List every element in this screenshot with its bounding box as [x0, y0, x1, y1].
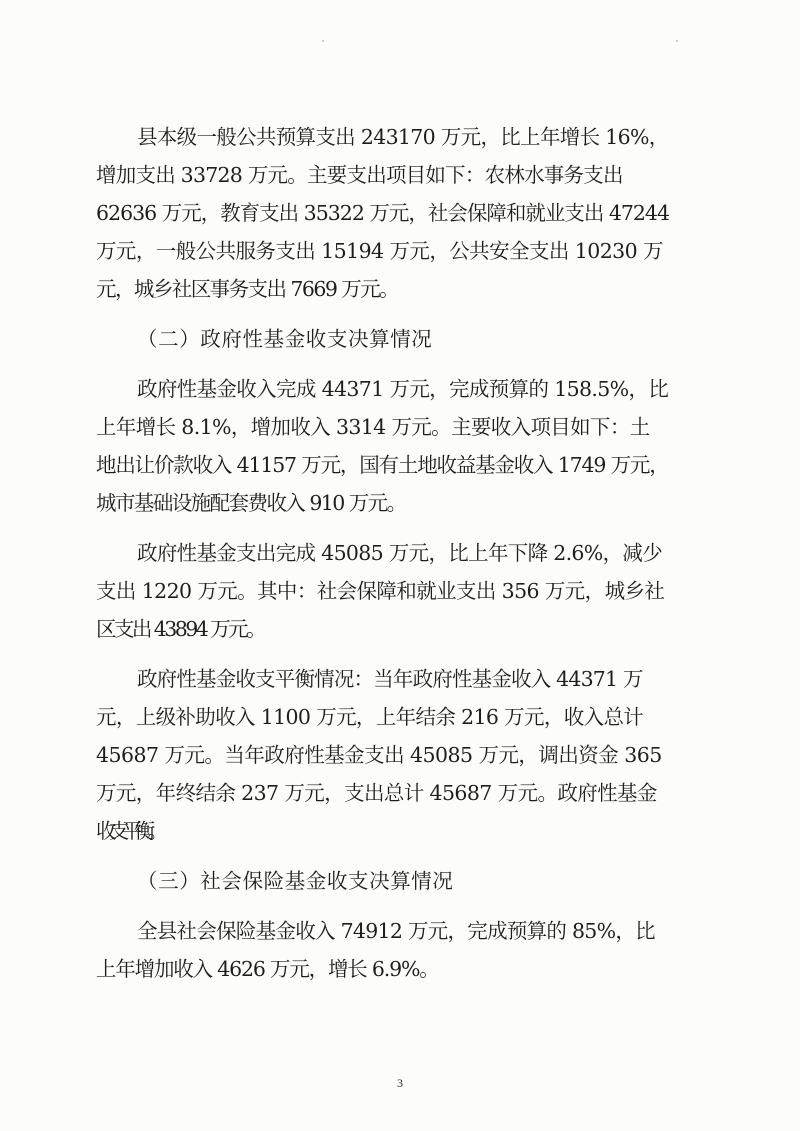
text-line: 元，上级补助收入 1100 万元，上年结余 216 万元，收入总计	[96, 705, 644, 729]
paragraph-fund-income	[96, 370, 710, 522]
text-line: 政府性基金支出完成 45085 万元，比上年下降 2.6%，减少	[137, 541, 663, 565]
scan-speck	[676, 40, 678, 42]
text-line: 全县社会保险基金收入 74912 万元，完成预算的 85%，比	[137, 919, 655, 943]
section-heading-government-fund: （二）政府性基金收支决算情况	[137, 327, 433, 351]
text-line: 45687 万元。当年政府性基金支出 45085 万元，调出资金 365	[96, 743, 662, 767]
document-body	[96, 118, 710, 1000]
text-line: 政府性基金收支平衡情况：当年政府性基金收入 44371 万	[137, 667, 643, 691]
text-line: 62636 万元，教育支出 35322 万元，社会保障和就业支出 47244	[96, 201, 670, 225]
text-line: 上年增长 8.1%，增加收入 3314 万元。主要收入项目如下：土	[96, 415, 650, 439]
text-line: 万元，年终结余 237 万元，支出总计 45687 万元。政府性基金	[96, 781, 657, 805]
scan-speck	[322, 40, 324, 42]
paragraph-fund-expenditure	[96, 534, 710, 648]
paragraph-fund-balance	[96, 660, 710, 850]
text-line: 地出让价款收入 41157 万元，国有土地收益基金收入 1749 万元，	[96, 453, 669, 477]
page-number: 3	[397, 1076, 403, 1090]
text-line: 政府性基金收入完成 44371 万元，完成预算的 158.5%，比	[137, 377, 669, 401]
text-line: 收支平衡。	[96, 819, 161, 843]
text-line: 元，城乡社区事务支出 7669 万元。	[96, 277, 399, 301]
paragraph-county-expenditure	[96, 118, 710, 308]
text-line: 县本级一般公共预算支出 243170 万元，比上年增长 16%，	[137, 125, 669, 149]
text-line: 万元，一般公共服务支出 15194 万元，公共安全支出 10230 万	[96, 239, 663, 263]
text-line: 上年增加收入 4626 万元，增长 6.9%。	[96, 957, 439, 981]
text-line: 增加支出 33728 万元。主要支出项目如下：农林水事务支出	[96, 163, 623, 187]
text-line: 支出 1220 万元。其中：社会保障和就业支出 356 万元，城乡社	[96, 579, 665, 603]
paragraph-social-insurance-income	[96, 912, 710, 988]
text-line: 区支出 43894 万元。	[96, 617, 265, 641]
text-line: 城市基础设施配套费收入 910 万元。	[96, 491, 406, 515]
section-heading-social-insurance: （三）社会保险基金收支决算情况	[137, 869, 454, 893]
